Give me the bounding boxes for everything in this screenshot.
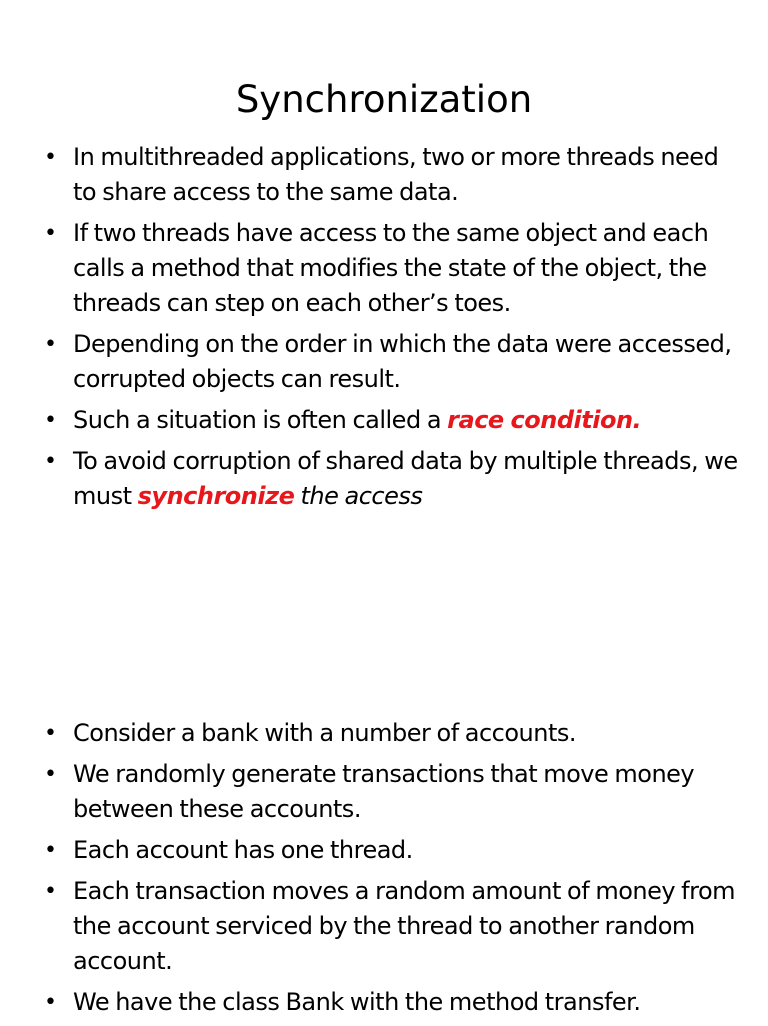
bullet-text: Each account has one thread.	[73, 836, 413, 864]
bullet-text: Depending on the order in which the data were accessed, corrupted objects can result.	[73, 330, 732, 393]
bullet-text: We randomly generate transactions that move money between these accounts.	[73, 760, 695, 823]
highlight-term-race-condition: race condition.	[447, 406, 642, 434]
bullet-text-italic: the access	[294, 482, 423, 510]
bullet-icon: •	[44, 408, 57, 433]
bullet-icon: •	[44, 721, 57, 746]
bullet-item	[44, 327, 744, 397]
bullet-item	[44, 216, 744, 321]
bullet-icon: •	[44, 838, 57, 863]
slide-bank-example	[0, 690, 768, 1024]
bullet-list	[44, 716, 744, 1026]
bullet-item	[44, 874, 744, 979]
bullet-text: If two threads have access to the same object and each calls a method that modifies the state of the object, the threads can step on each other’s toes.	[73, 219, 709, 317]
bullet-item	[44, 757, 744, 827]
bullet-text: We have the class Bank with the method transfer.	[73, 988, 641, 1016]
bullet-item	[44, 985, 744, 1020]
bullet-item	[44, 833, 744, 868]
bullet-text: To avoid corruption of shared data by multiple threads, we must	[73, 447, 738, 510]
bullet-item	[44, 403, 744, 438]
highlight-term-synchronize: synchronize	[137, 482, 295, 510]
bullet-icon: •	[44, 221, 57, 246]
bullet-icon: •	[44, 879, 57, 904]
bullet-icon: •	[44, 332, 57, 357]
bullet-icon: •	[44, 145, 57, 170]
bullet-item	[44, 716, 744, 751]
bullet-icon: •	[44, 762, 57, 787]
bullet-item	[44, 444, 744, 514]
bullet-list	[44, 140, 744, 520]
bullet-text: In multithreaded applications, two or more threads need to share access to the same data.	[73, 143, 719, 206]
bullet-text: Consider a bank with a number of accounts.	[73, 719, 577, 747]
bullet-icon: •	[44, 449, 57, 474]
bullet-text: Each transaction moves a random amount of money from the account serviced by the thread to another random account.	[73, 877, 736, 975]
bullet-text: Such a situation is often called a	[73, 406, 448, 434]
bullet-icon: •	[44, 990, 57, 1015]
bullet-item	[44, 140, 744, 210]
slide-title: Synchronization	[235, 77, 533, 121]
